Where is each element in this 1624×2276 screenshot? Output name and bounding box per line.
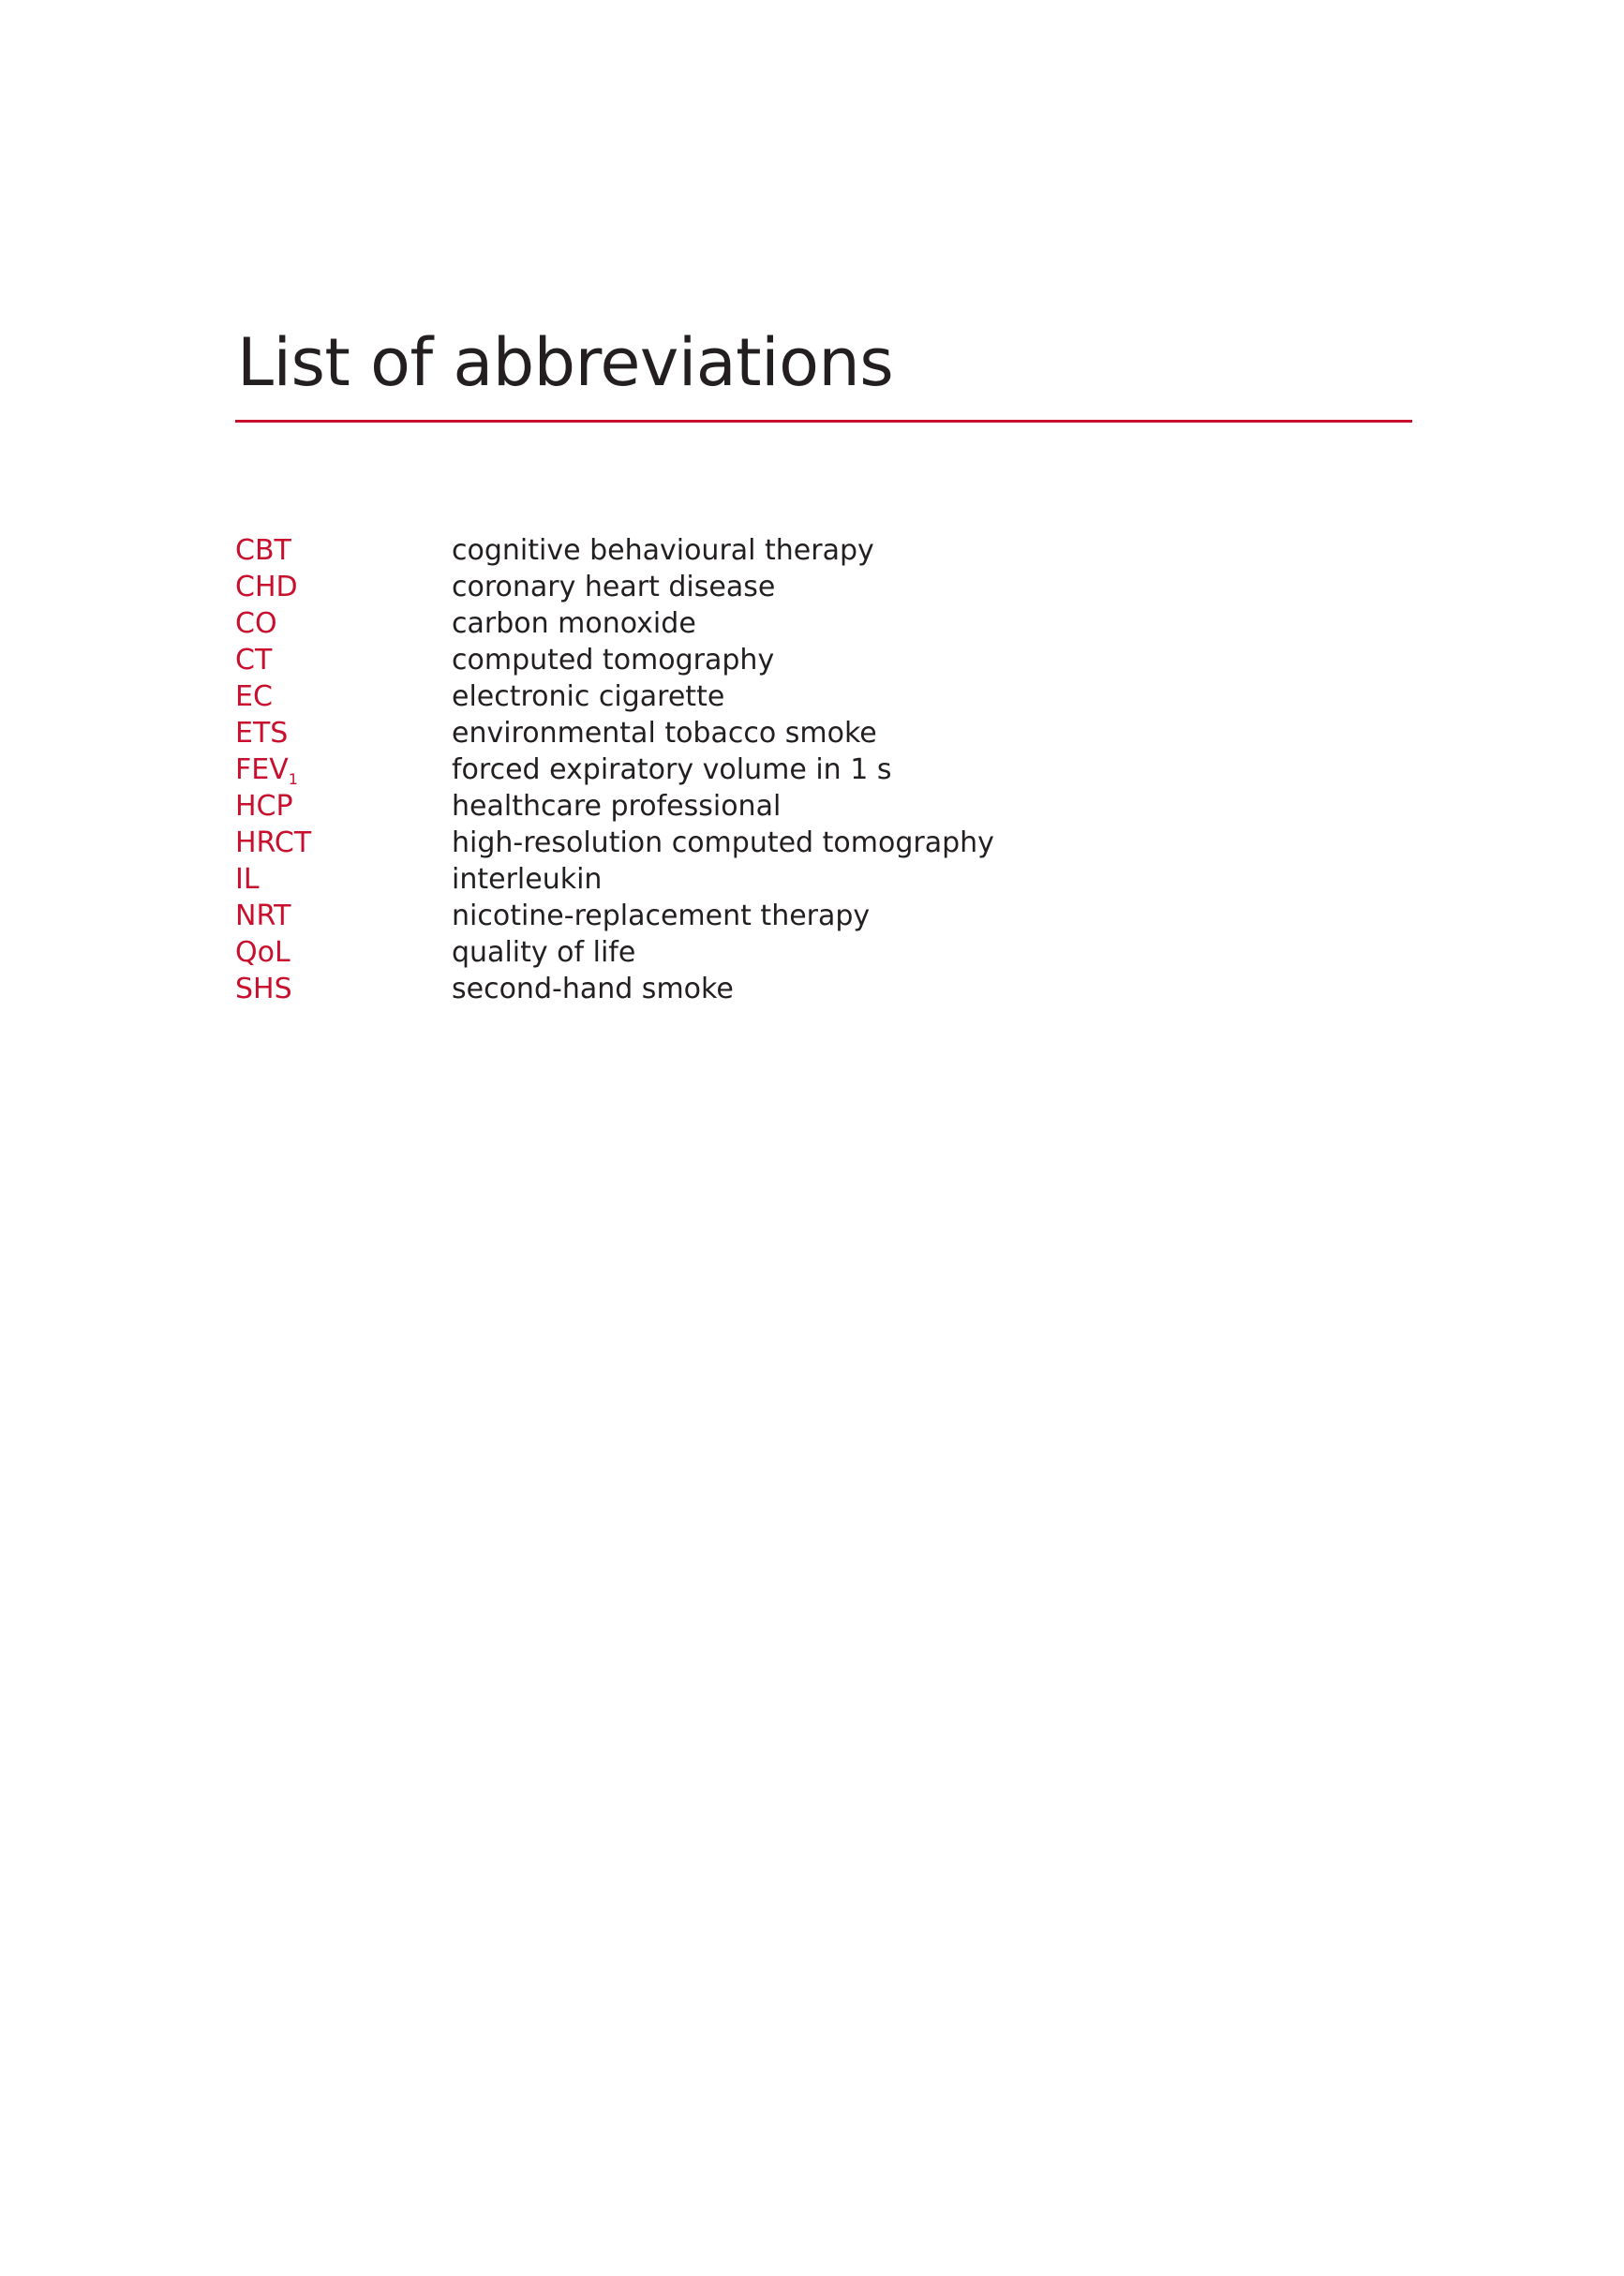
abbreviation-definition: carbon monoxide	[452, 607, 696, 640]
abbreviation-subscript: 1	[288, 770, 298, 788]
abbreviation-row	[235, 642, 994, 678]
title-divider	[235, 420, 1412, 423]
abbreviation-definition: second-hand smoke	[452, 973, 734, 1005]
abbreviation-term: ETS	[235, 717, 289, 750]
abbreviation-definition: high-resolution computed tomography	[452, 826, 994, 859]
abbreviation-definition: cognitive behavioural therapy	[452, 534, 874, 567]
abbreviation-term: CO	[235, 607, 277, 640]
abbreviation-definition: coronary heart disease	[452, 571, 776, 603]
abbreviation-definition: healthcare professional	[452, 790, 782, 823]
abbreviation-row	[235, 825, 994, 861]
abbreviation-row	[235, 532, 994, 569]
abbreviation-term: IL	[235, 863, 260, 896]
abbreviation-term: CHD	[235, 571, 298, 603]
abbreviation-row	[235, 569, 994, 605]
abbreviation-row	[235, 898, 994, 934]
abbreviation-definition: computed tomography	[452, 644, 775, 677]
abbreviation-row	[235, 971, 994, 1007]
abbreviation-term: HRCT	[235, 826, 312, 859]
abbreviation-term: $FEV_1$	[235, 753, 298, 788]
abbreviation-definition: environmental tobacco smoke	[452, 717, 877, 750]
abbreviation-row	[235, 715, 994, 751]
page-title: List of abbreviations	[237, 324, 894, 401]
abbreviation-definition: nicotine-replacement therapy	[452, 900, 871, 932]
abbreviation-row	[235, 934, 994, 971]
abbreviation-row	[235, 861, 994, 898]
abbreviation-term: CBT	[235, 534, 291, 567]
abbreviation-term: EC	[235, 680, 273, 713]
abbreviation-row	[235, 678, 994, 715]
abbreviation-term: QoL	[235, 936, 291, 969]
abbreviation-definition: interleukin	[452, 863, 603, 896]
abbreviation-definition: forced expiratory volume in 1 s	[452, 753, 892, 786]
abbreviation-term: CT	[235, 644, 273, 677]
abbreviation-row	[235, 751, 994, 788]
abbreviation-row	[235, 788, 994, 825]
abbreviation-list	[235, 532, 994, 1007]
abbreviation-term: SHS	[235, 973, 292, 1005]
abbreviation-term: NRT	[235, 900, 291, 932]
abbreviation-row	[235, 605, 994, 642]
abbreviation-definition: quality of life	[452, 936, 636, 969]
abbreviation-definition: electronic cigarette	[452, 680, 725, 713]
abbreviation-term: HCP	[235, 790, 293, 823]
